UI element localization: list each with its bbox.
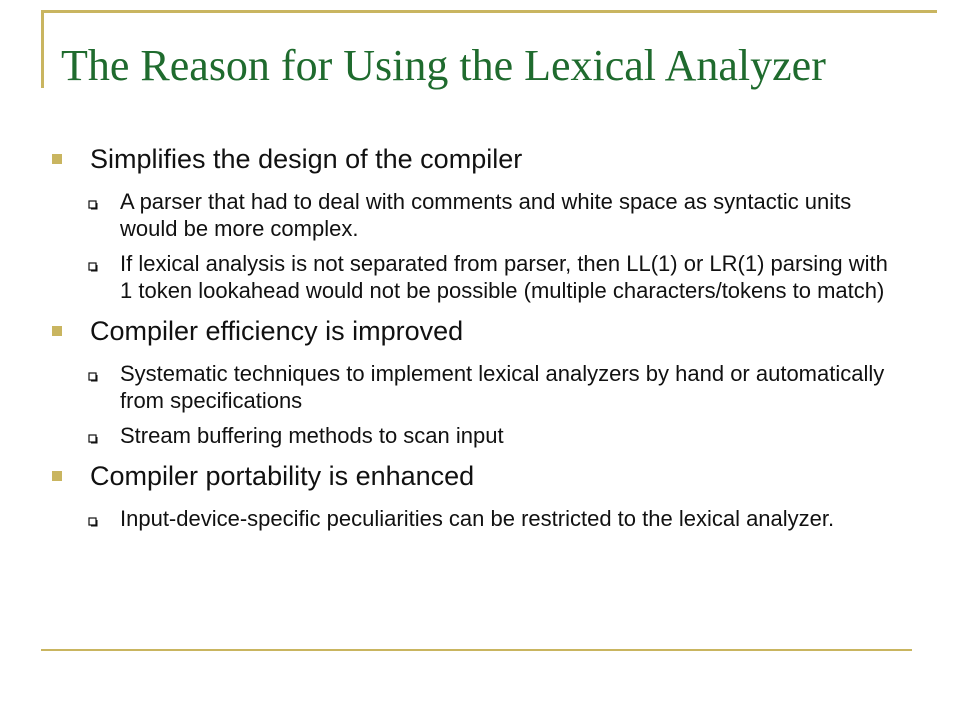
sub-bullet-text: A parser that had to deal with comments and white space as syntactic units would be more complex. [120,189,852,241]
hollow-square-bullet-icon [88,372,98,382]
sub-bullet [50,188,890,242]
hollow-square-bullet-icon [88,262,98,272]
section-heading: Compiler portability is enhanced [90,461,475,491]
sub-bullet [50,250,890,304]
top-frame-line [41,10,937,13]
square-bullet-icon [52,471,62,481]
sub-bullet [50,360,890,414]
bullet-section-efficiency [50,312,890,350]
slide-content [50,140,890,540]
bullet-section-portability [50,457,890,495]
hollow-square-bullet-icon [88,434,98,444]
sub-bullet-text: Systematic techniques to implement lexical analyzers by hand or automatically from specifications [120,361,885,413]
sub-bullet [50,505,890,532]
left-frame-line [41,10,44,88]
hollow-square-bullet-icon [88,517,98,527]
bullet-section-design [50,140,890,178]
section-heading: Compiler efficiency is improved [90,316,464,346]
sub-bullet-text: Input-device-specific peculiarities can be restricted to the lexical analyzer. [120,506,835,531]
square-bullet-icon [52,326,62,336]
sub-bullet [50,422,890,449]
slide-title: The Reason for Using the Lexical Analyzer [61,41,826,90]
section-heading: Simplifies the design of the compiler [90,144,523,174]
sub-bullet-text: If lexical analysis is not separated from parser, then LL(1) or LR(1) parsing with 1 token lookahead would not be possible (multiple characters/tokens to match) [120,251,888,303]
sub-bullet-text: Stream buffering methods to scan input [120,423,504,448]
square-bullet-icon [52,154,62,164]
hollow-square-bullet-icon [88,200,98,210]
bottom-divider [41,649,912,651]
